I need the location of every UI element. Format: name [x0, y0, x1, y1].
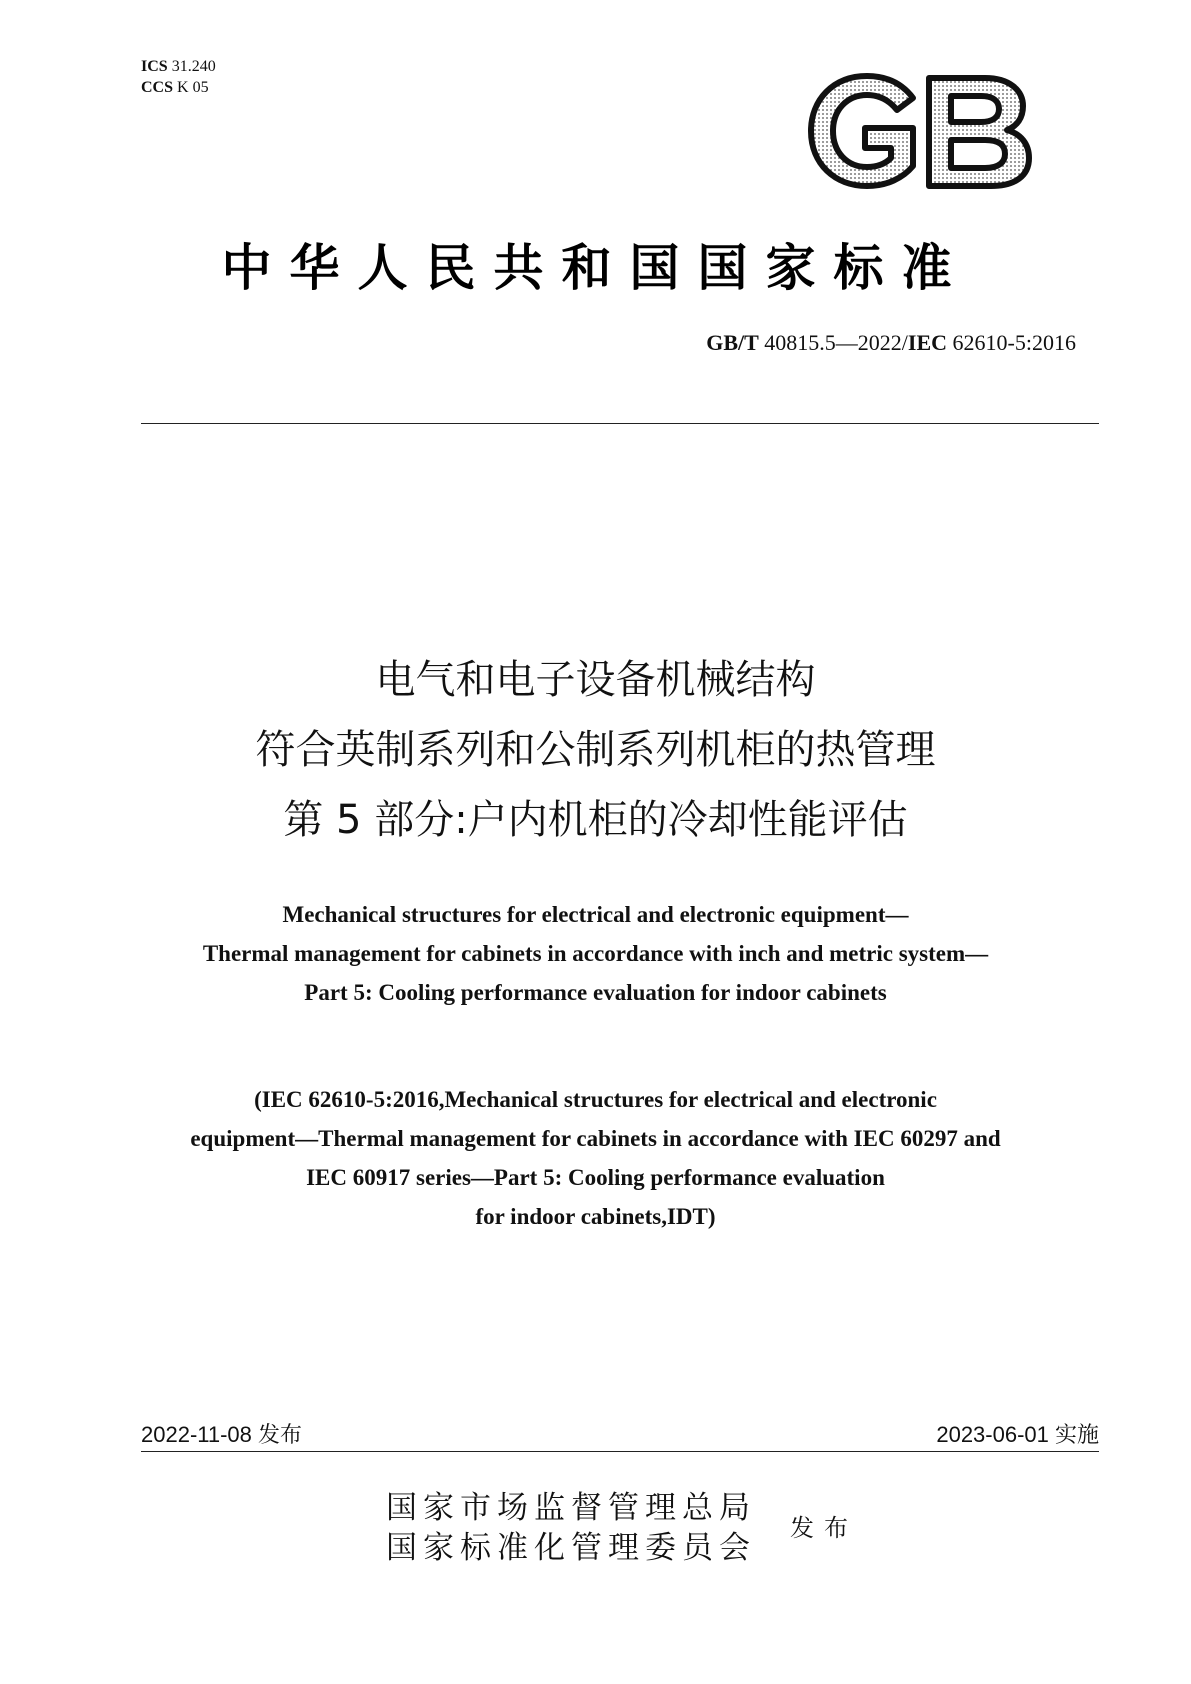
issuer: 国家标准化管理委员会	[386, 1530, 756, 1566]
english-title	[0, 895, 1191, 1012]
chinese-title	[0, 645, 1191, 855]
gb-logo	[805, 72, 1035, 190]
chinese-title-line: 符合英制系列和公制系列机柜的热管理	[255, 727, 936, 773]
chinese-title-line: 第 5 部分:户内机柜的冷却性能评估	[283, 797, 908, 843]
issuer: 国家市场监督管理总局	[386, 1490, 756, 1526]
implementation-date: 2023-06-01 实施	[936, 1422, 1099, 1447]
english-title-line: Thermal management for cabinets in accordance with inch and metric system—	[202, 941, 989, 966]
std-iec-prefix: IEC	[907, 330, 948, 355]
iec-reference-line: IEC 60917 series—Part 5: Cooling performance evaluation	[306, 1165, 885, 1190]
ics-line	[141, 56, 216, 77]
classification-codes	[141, 56, 216, 98]
bottom-divider	[141, 1451, 1099, 1452]
issue-date: 2022-11-08 发布	[141, 1422, 303, 1447]
ccs-line	[141, 77, 216, 98]
ics-label: ICS	[141, 58, 168, 75]
ccs-label: CCS	[141, 79, 174, 96]
std-iec-number: 62610-5:2016	[952, 330, 1076, 355]
std-number: 40815.5—2022/	[764, 330, 908, 355]
iec-reference-line: equipment—Thermal management for cabinets in accordance with IEC 60297 and	[190, 1126, 1001, 1151]
standard-number	[706, 330, 1076, 356]
ccs-value: K 05	[177, 79, 209, 96]
main-title: 中华人民共和国国家标准	[221, 238, 970, 297]
publish-label: 发布	[790, 1514, 858, 1542]
iec-reference	[0, 1080, 1191, 1236]
english-title-line: Mechanical structures for electrical and electronic equipment—	[282, 902, 909, 927]
issuing-authorities	[386, 1488, 756, 1568]
top-divider	[141, 423, 1099, 424]
std-prefix: GB/T	[706, 330, 759, 355]
ics-value: 31.240	[171, 58, 216, 75]
chinese-title-line: 电气和电子设备机械结构	[375, 657, 816, 703]
iec-reference-line: for indoor cabinets,IDT)	[475, 1204, 716, 1229]
logo-text: GB	[805, 72, 807, 73]
english-title-line: Part 5: Cooling performance evaluation for indoor cabinets	[304, 980, 887, 1005]
iec-reference-line: (IEC 62610-5:2016,Mechanical structures for electrical and electronic	[254, 1087, 937, 1112]
